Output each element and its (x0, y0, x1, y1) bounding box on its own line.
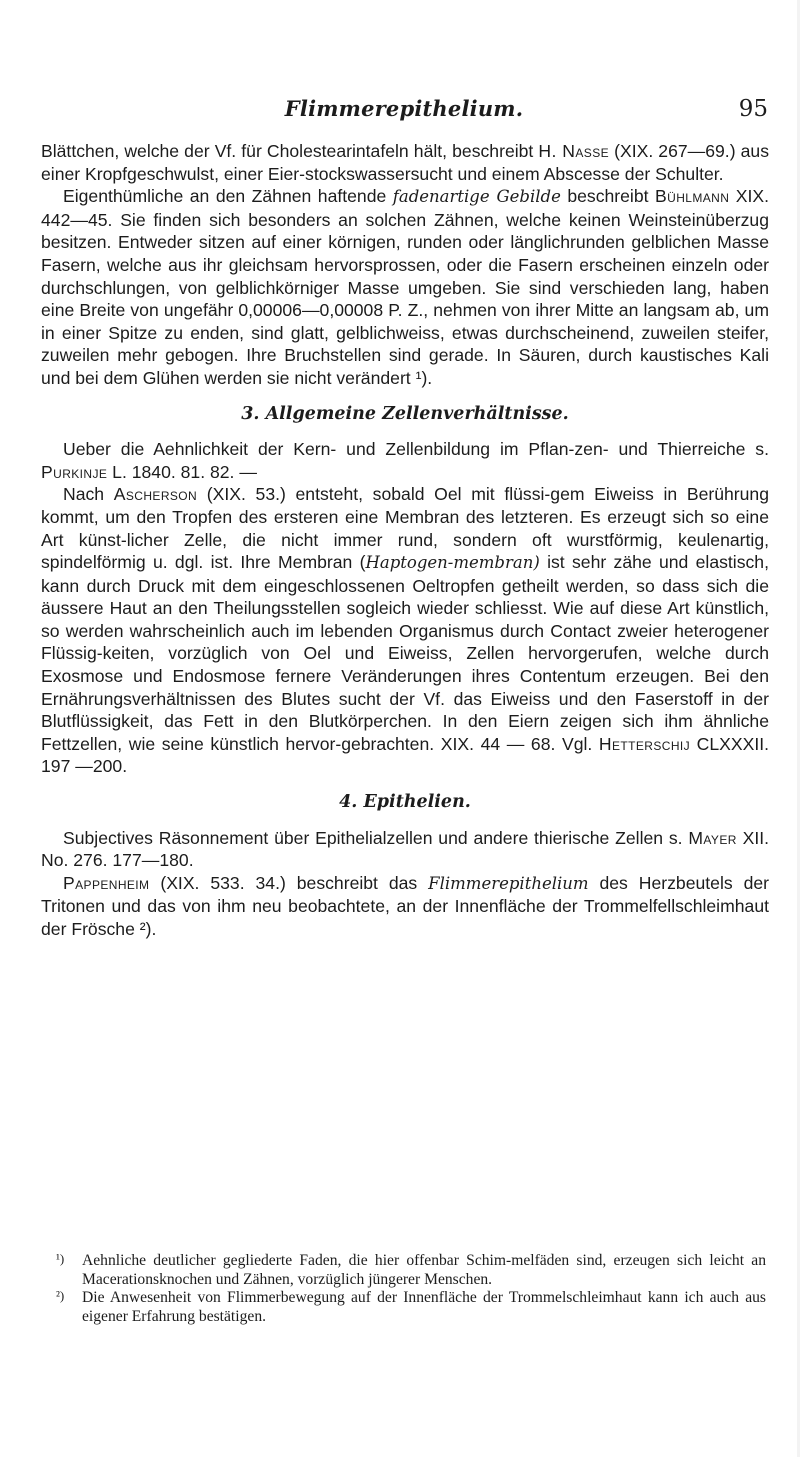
emphasis: Haptogen-membran) (365, 553, 540, 573)
paragraph-mayer (41, 827, 769, 872)
text-run: beschreibt (560, 186, 655, 207)
section-heading: 3. Allgemeine Zellenverhältnisse. (241, 403, 569, 424)
footnotes (56, 1252, 766, 1326)
text-run: Nach (63, 484, 114, 505)
author-name: H. Nasse (538, 141, 610, 161)
author-name: Purkinje (41, 461, 108, 482)
main-text (41, 140, 769, 941)
running-title: Flimmerepithelium. (284, 96, 524, 121)
footnote (56, 1289, 766, 1326)
section-heading: 4. Epithelien. (339, 792, 471, 813)
footnote-mark: ¹) (56, 1251, 65, 1266)
text-run: (XIX. 533. 34.) beschreibt das (149, 872, 429, 893)
text-run: des Herzbeutels der Tritonen und das von ihm neu beobachtete, an der Innenfläche der Trommelfellschleimhaut der Frösche ²). (41, 872, 769, 939)
text-run: (XIX. 267—69.) aus einer Kropfgeschwulst, einer Eier-stockswassersucht und einem Abscesse der Schulter. (41, 141, 770, 184)
text-run: (XIX. 53.) entsteht, sobald Oel mit flüssi-gem Eiweiss in Berührung kommt, um den Tropfen des ersteren eine Membran des letzteren. Es erzeugt sich so eine Art künst-licher Zelle, die nicht immer rund, sondern oft wurstförmig, keulenartig, spindelförmig u. dgl. ist. Ihre Membran ( (41, 484, 769, 573)
text-run: ist sehr zähe und elastisch, kann durch Druck mit dem eingeschlossenen Oeltropfen getheilt werden, so dass sich die äussere Haut an den Theilungsstellen sogleich wieder schliesst. Wie auf diese Art künstlich, so werden wahrscheinlich auch im lebenden Organismus durch Contact zweier heterogener Flüssig-keiten, vorzüglich von Oel und Eiweiss, Zellen hervorgerufen, welche durch Exosmose und Endosmose fernere Veränderungen ihres Contentum erzeugen. Bei den Ernährungsverhältnissen des Blutes sucht der Vf. das Eiweiss und den Faserstoff in der Blutflüssigkeit, das Fett in den Blutkörperchen. In den Eiern zeigen sich ihm ähnliche Fettzellen, wie seine künstlich hervor-gebrachten. XIX. 44 — 68. Vgl. (41, 552, 769, 754)
footnote (56, 1252, 766, 1289)
page-number: 95 (738, 96, 768, 122)
text-run: L. 1840. 81. 82. — (107, 461, 257, 482)
author-name: Bühlmann (655, 186, 730, 207)
page-header (40, 96, 768, 126)
author-name: Ascherson (113, 484, 198, 505)
paragraph-nasse (41, 140, 769, 185)
text-run: Blättchen, welche der Vf. für Cholestearintafeln hält, beschreibt (41, 141, 534, 161)
paragraph-buehlmann (41, 185, 769, 389)
paragraph-ascherson (41, 483, 769, 778)
text-run: Ueber die Aehnlichkeit der Kern- und Zellenbildung im Pflan-zen- und Thierreiche s. (63, 439, 769, 460)
paragraph-pappenheim (41, 872, 769, 941)
paragraph-purkinje (41, 438, 769, 483)
emphasis: Flimmerepithelium (428, 873, 589, 893)
author-name: Hetterschij (598, 733, 691, 754)
emphasis: fadenartige Gebilde (392, 187, 561, 207)
footnote-text: Die Anwesenheit von Flimmerbewegung auf der Innenfläche der Trommelschleimhaut kann ich auch aus eigener Erfahrung bestätigen. (82, 1289, 766, 1325)
text-run: Subjectives Räsonnement über Epithelialzellen und andere thierische Zellen s. (63, 827, 689, 848)
author-name: Mayer (688, 827, 737, 848)
footnote-text: Aehnliche deutlicher gegliederte Faden, die hier offenbar Schim-melfäden sind, erzeugen sich leicht an Macerationsknochen und Zähnen, vorzüglich jüngerer Menschen. (82, 1252, 766, 1288)
text-run: XIX. 442—45. Sie finden sich besonders an solchen Zähnen, welche keinen Weinsteinüberzug besitzen. Entweder sitzen auf einer körnigen, runden oder länglichrunden gelblichen Masse Fasern, welche aus ihr gleichsam hervorsprossen, oder die Fasern erscheinen einzeln oder durchschlungen, von gelblichkörniger Masse umgeben. Sie sind verschieden lang, haben eine Breite von ungefähr 0,00006—0,00008 P. Z., nehmen von ihrer Mitte an langsam ab, um in einer Spitze zu enden, sind glatt, gelblichweiss, etwas durchscheinend, zuweilen steifer, zuweilen mehr gebogen. Ihre Bruchstellen sind gerade. In Säuren, durch kaustisches Kali und bei dem Glühen werden sie nicht verändert ¹). (41, 186, 770, 388)
footnote-mark: ²) (56, 1288, 65, 1304)
author-name: Pappenheim (63, 872, 150, 893)
text-run: XII. No. 276. 177—180. (41, 827, 769, 871)
text-run: CLXXXII. 197 —200. (41, 733, 770, 777)
text-run: Eigenthümliche an den Zähnen haftende (63, 186, 393, 207)
